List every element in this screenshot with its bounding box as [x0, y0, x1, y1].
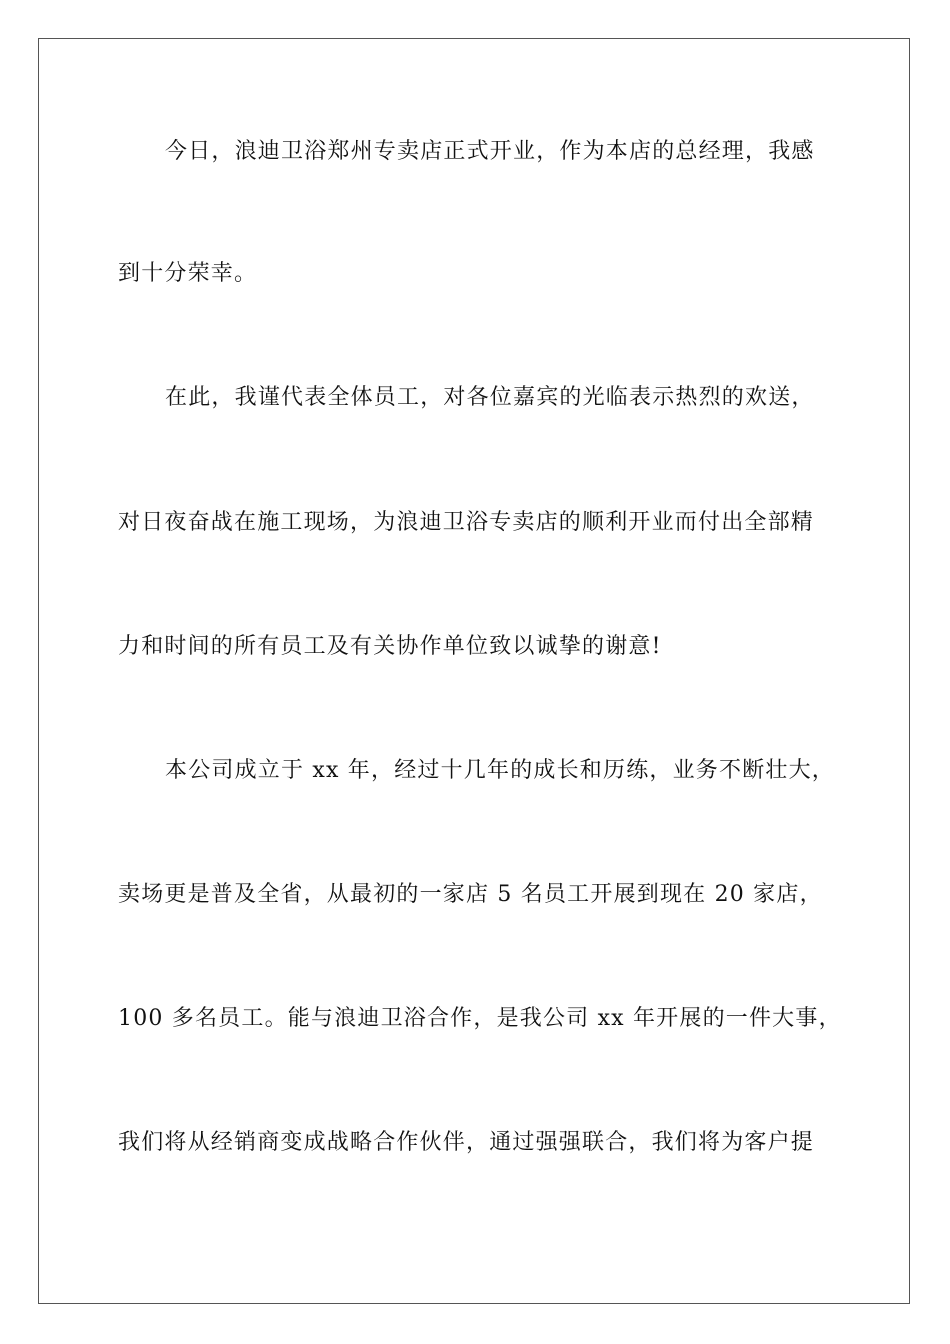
paragraph-3-line-4: 我们将从经销商变成战略合作伙伴，通过强强联合，我们将为客户提 [118, 1130, 815, 1155]
paragraph-1-line-2: 到十分荣幸。 [118, 261, 258, 286]
paragraph-3-line-2: 卖场更是普及全省，从最初的一家店 5 名员工开展到现在 20 家店， [118, 882, 823, 907]
paragraph-1-line-1: 今日，浪迪卫浴郑州专卖店正式开业，作为本店的总经理，我感 [165, 139, 815, 164]
page-frame [38, 38, 910, 1304]
paragraph-2-line-2: 对日夜奋战在施工现场，为浪迪卫浴专卖店的顺利开业而付出全部精 [118, 510, 815, 535]
paragraph-3-line-1: 本公司成立于 xx 年，经过十几年的成长和历练，业务不断壮大， [165, 758, 836, 783]
paragraph-2-line-3: 力和时间的所有员工及有关协作单位致以诚挚的谢意! [118, 634, 662, 659]
paragraph-2-line-1: 在此，我谨代表全体员工，对各位嘉宾的光临表示热烈的欢送， [165, 385, 815, 410]
paragraph-3-line-3: 100 多名员工。能与浪迪卫浴合作，是我公司 xx 年开展的一件大事， [118, 1006, 842, 1031]
